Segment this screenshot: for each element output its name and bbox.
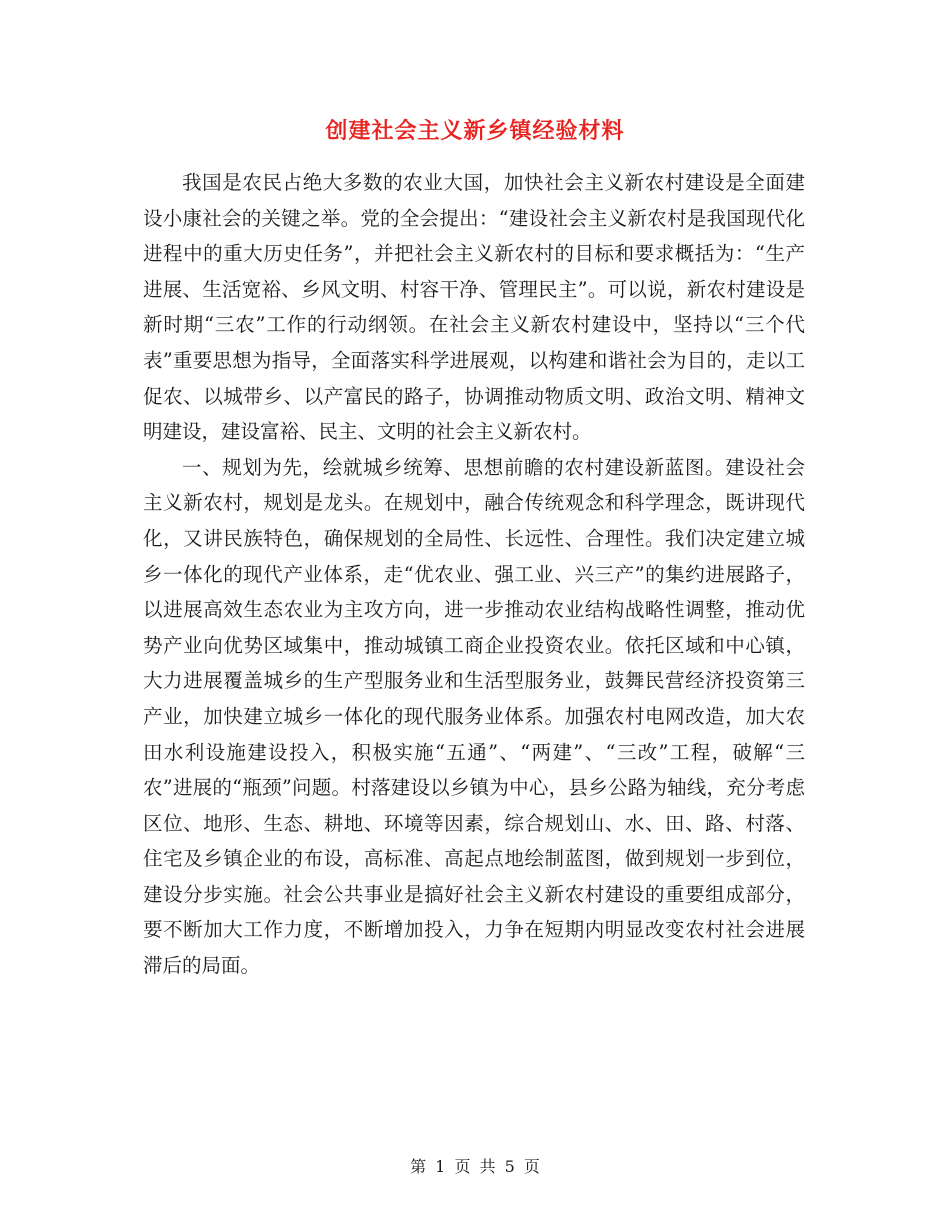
paragraph-planning: 一、规划为先，绘就城乡统筹、思想前瞻的农村建设新蓝图。建设社会主义新农村，规划是龙头。在规划中，融合传统观念和科学理念，既讲现代化，又讲民族特色，确保规划的全局性、长远性、合理性。我们决定建立城乡一体化的现代产业体系，走“优农业、强工业、兴三产”的集约进展路子，以进展高效生态农业为主攻方向，进一步推动农业结构战略性调整，推动优势产业向优势区域集中，推动城镇工商企业投资农业。依托区域和中心镇，大力进展覆盖城乡的生产型服务业和生活型服务业，鼓舞民营经济投资第三产业，加快建立城乡一体化的现代服务业体系。加强农村电网改造，加大农田水利设施建设投入，积极实施“五通”、“两建”、“三改”工程，破解“三农”进展的“瓶颈”问题。村落建设以乡镇为中心，县乡公路为轴线，充分考虑区位、地形、生态、耕地、环境等因素，综合规划山、水、田、路、村落、住宅及乡镇企业的布设，高标准、高起点地绘制蓝图，做到规划一步到位，建设分步实施。社会公共事业是搞好社会主义新农村建设的重要组成部分，要不断加大工作力度，不断增加投入，力争在短期内明显改变农村社会进展滞后的局面。 bbox=[143, 455, 805, 978]
document-body bbox=[143, 165, 805, 984]
paragraph-intro: 我国是农民占绝大多数的农业大国，加快社会主义新农村建设是全面建设小康社会的关键之举。党的全会提出：“建设社会主义新农村是我国现代化进程中的重大历史任务”，并把社会主义新农村的目标和要求概括为：“生产进展、生活宽裕、乡风文明、村容干净、管理民主”。可以说，新农村建设是新时期“三农”工作的行动纲领。在社会主义新农村建设中，坚持以“三个代表”重要思想为指导，全面落实科学进展观，以构建和谐社会为目的，走以工促农、以城带乡、以产富民的路子，协调推动物质文明、政治文明、精神文明建设，建设富裕、民主、文明的社会主义新农村。 bbox=[143, 171, 805, 444]
page-number-footer: 第 1 页 共 5 页 bbox=[410, 1157, 540, 1176]
document-title: 创建社会主义新乡镇经验材料 bbox=[325, 119, 625, 144]
